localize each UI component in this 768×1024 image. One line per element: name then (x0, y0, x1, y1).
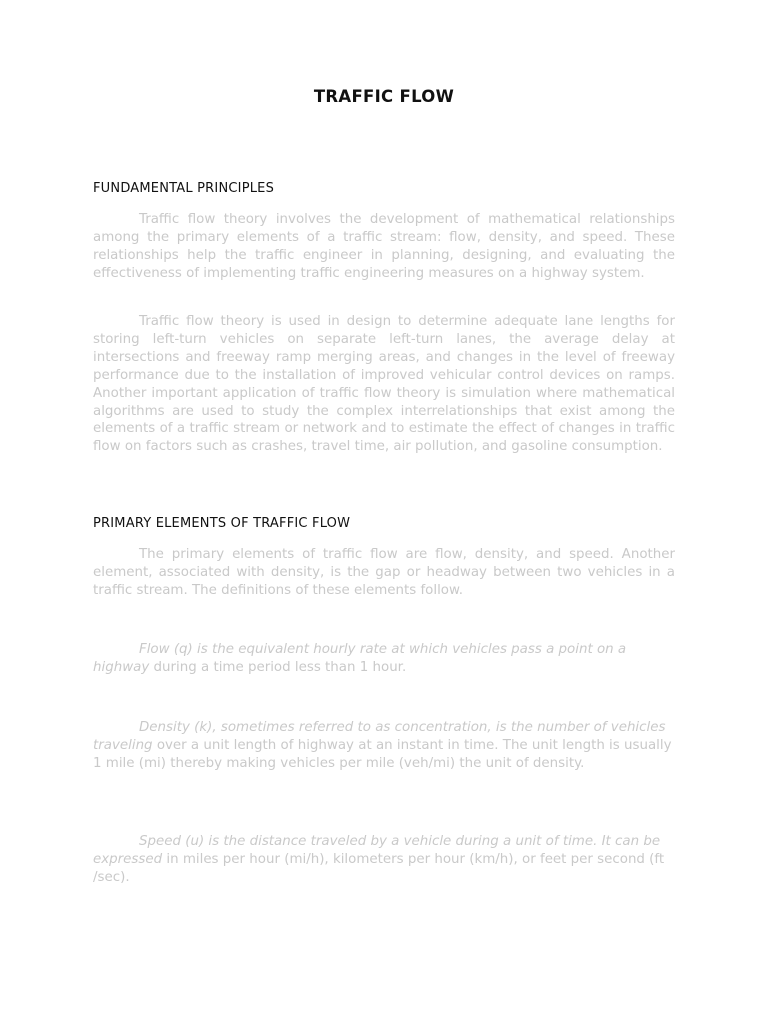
definition-flow-rest: during a time period less than 1 hour. (149, 659, 407, 675)
definition-flow (93, 641, 675, 677)
definition-density (93, 719, 675, 773)
paragraph-theory-applications: Traffic flow theory is used in design to determine adequate lane lengths for storing left-turn vehicles on separate left-turn lanes, the average delay at intersections and freeway ramp merging areas, and changes in the level of freeway performance due to the installation of improved vehicular control devices on ramps. Another important application of traffic flow theory is simulation where mathematical algorithms are used to study the complex interrelationships that exist among the elements of a traffic stream or network and to estimate the effect of changes in traffic flow on factors such as crashes, travel time, air pollution, and gasoline consumption. (93, 314, 675, 455)
definition-speed-term: Speed (u) is the distance traveled by a vehicle during a unit of time. It can be expressed (93, 834, 661, 867)
definition-speed (93, 833, 675, 887)
section-heading-fundamental-principles: FUNDAMENTAL PRINCIPLES (93, 181, 275, 196)
paragraph-theory-intro: Traffic flow theory involves the development of mathematical relationships among the primary elements of a traffic stream: flow, density, and speed. These relationships help the traffic engineer in planning, designing, and evaluating the effectiveness of implementing traffic engineering measures on a highway system. (93, 212, 675, 281)
definition-flow-term: Flow (q) is the equivalent hourly rate at which vehicles pass a point on a highway (93, 642, 627, 675)
paragraph-elements-intro: The primary elements of traffic flow are flow, density, and speed. Another element, associated with density, is the gap or headway between two vehicles in a traffic stream. The definitions of these elements follow. (93, 547, 675, 598)
definition-density-rest: over a unit length of highway at an instant in time. The unit length is usually 1 mile (mi) thereby making vehicles per mile (veh/mi) the unit of density. (93, 737, 672, 771)
document-title: TRAFFIC FLOW (313, 87, 455, 106)
definition-density-term: Density (k), sometimes referred to as concentration, is the number of vehicles traveling (93, 720, 666, 753)
section-heading-primary-elements: PRIMARY ELEMENTS OF TRAFFIC FLOW (93, 516, 351, 531)
definition-speed-rest: in miles per hour (mi/h), kilometers per hour (km/h), or feet per second (ft /sec). (93, 851, 665, 885)
